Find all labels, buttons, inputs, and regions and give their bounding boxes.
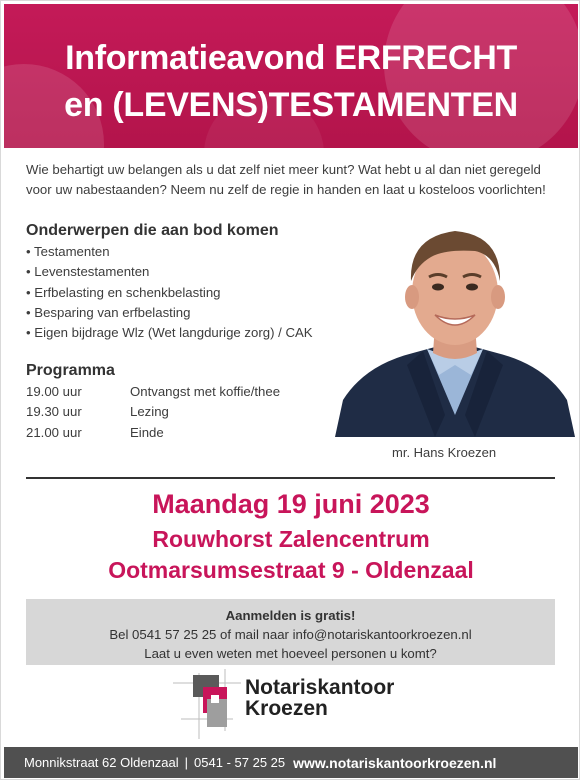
event-date: Maandag 19 juni 2023 <box>152 489 430 519</box>
topic-item: • Testamenten <box>26 242 313 262</box>
intro-text <box>26 160 561 200</box>
topic-item: • Besparing van erfbelasting <box>26 303 313 323</box>
footer-website[interactable]: www.notariskantoorkroezen.nl <box>293 754 497 771</box>
program-item: Einde <box>130 424 164 440</box>
signup-box <box>26 599 555 665</box>
topic-item: • Levenstestamenten <box>26 262 313 282</box>
program-row <box>26 382 280 402</box>
event-address: Ootmarsumsestraat 9 - Oldenzaal <box>108 557 474 583</box>
footer-bar <box>4 747 578 778</box>
program-list <box>26 382 280 443</box>
signup-line-1: Bel 0541 57 25 25 of mail naar info@notariskantoorkroezen.nl <box>109 627 472 642</box>
logo-text <box>245 677 394 719</box>
footer-phone: 0541 - 57 25 25 <box>194 755 286 770</box>
program-time: 21.00 uur <box>26 424 82 440</box>
program-row <box>26 423 280 443</box>
title-line-1: Informatieavond ERFRECHT <box>65 39 517 77</box>
event-venue: Rouwhorst Zalencentrum <box>152 526 430 552</box>
intro-line-1: Wie behartigt uw belangen als u dat zelf niet meer kunt? Wat hebt u al dan niet geregeld <box>26 162 541 177</box>
signup-heading: Aanmelden is gratis! <box>225 608 356 623</box>
topic-item: • Eigen bijdrage Wlz (Wet langdurige zorg) / CAK <box>26 323 313 343</box>
topics-title: Onderwerpen die aan bod komen <box>26 222 279 239</box>
signup-line-2: Laat u even weten met hoeveel personen u komt? <box>144 646 437 661</box>
footer-separator: | <box>184 755 189 770</box>
program-item: Ontvangst met koffie/thee <box>130 384 281 399</box>
program-title: Programma <box>26 362 115 379</box>
divider <box>26 477 555 479</box>
title-line-2: en (LEVENS)TESTAMENTEN <box>64 86 518 124</box>
program-time: 19.00 uur <box>26 384 82 399</box>
program-time: 19.30 uur <box>26 404 82 420</box>
header-banner <box>4 4 578 148</box>
portrait-photo <box>335 215 575 437</box>
logo-line-2: Kroezen <box>245 697 328 720</box>
footer-address: Monnikstraat 62 Oldenzaal <box>24 755 179 770</box>
intro-line-2: voor uw nabestaanden? Neem nu zelf de regie in handen en laat u kosteloos voorlichten! <box>26 182 546 197</box>
topic-item: • Erfbelasting en schenkbelasting <box>26 283 313 303</box>
speaker-caption: mr. Hans Kroezen <box>392 445 497 460</box>
logo-line-1: Notariskantoor <box>245 676 395 699</box>
topics-list <box>26 242 313 343</box>
program-item: Lezing <box>130 404 169 420</box>
program-row <box>26 402 280 422</box>
